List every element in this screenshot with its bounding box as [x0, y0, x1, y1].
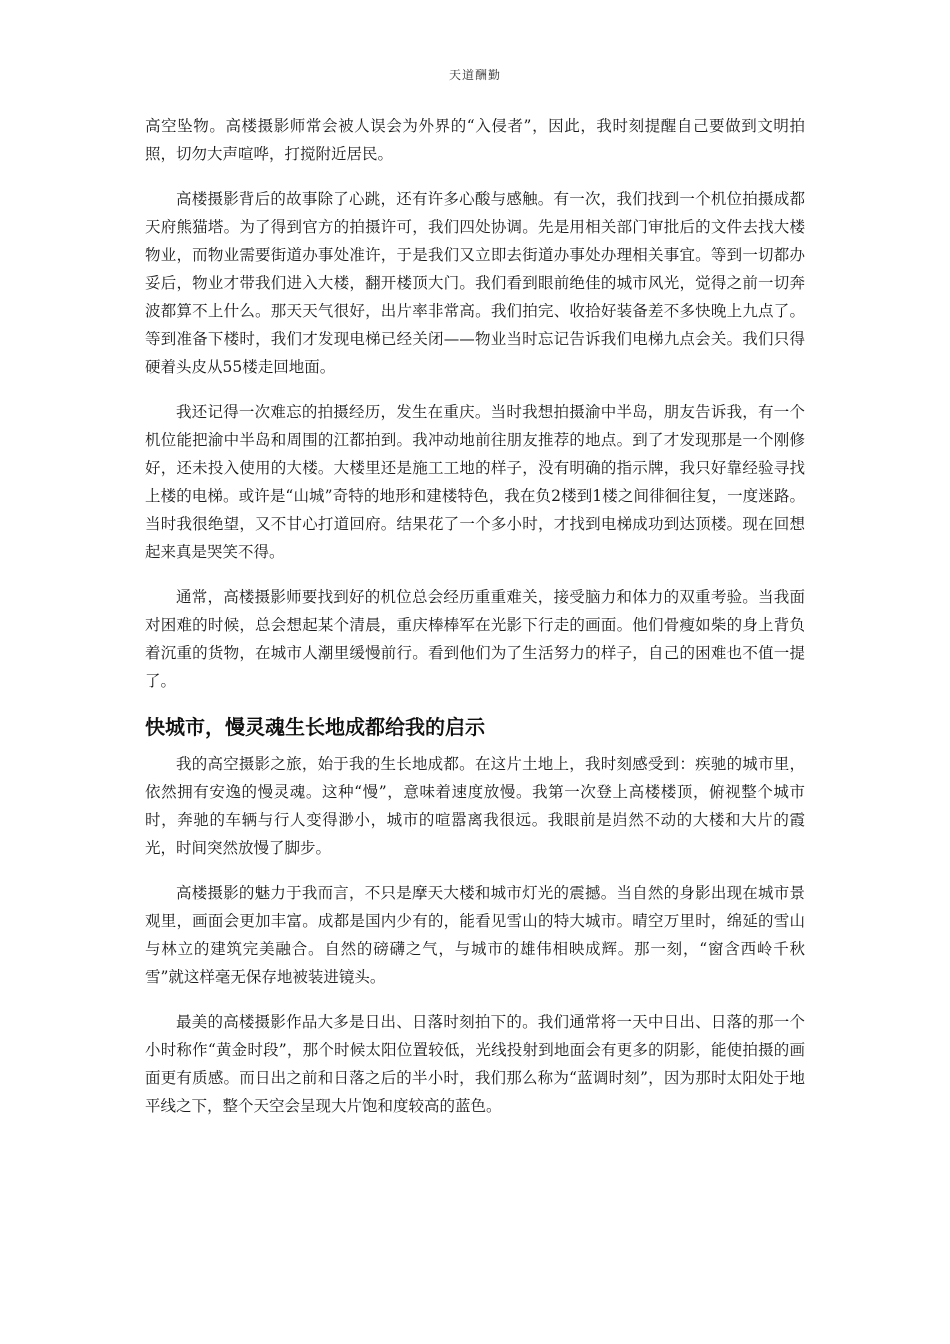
paragraph-continued: 高空坠物。高楼摄影师常会被人误会为外界的“入侵者”，因此，我时刻提醒自己要做到文明拍照，切勿大声喧哗，打搅附近居民。 [145, 117, 805, 163]
paragraph: 高楼摄影的魅力于我而言，不只是摩天大楼和城市灯光的震撼。当自然的身影出现在城市景观里，画面会更加丰富。成都是国内少有的，能看见雪山的特大城市。晴空万里时，绵延的雪山与林立的建筑完美融合。自然的磅礴之气，与城市的雄伟相映成辉。那一刻，“窗含西岭千秋雪”就这样毫无保存地被装进镜头。 [145, 884, 805, 986]
section-heading: 快城市，慢灵魂生长地成都给我的启示 [145, 715, 485, 739]
page-header: 天道酬勤 [448, 68, 501, 82]
paragraph: 我的高空摄影之旅，始于我的生长地成都。在这片土地上，我时刻感受到：疾驰的城市里，依然拥有安逸的慢灵魂。这种“慢”，意味着速度放慢。我第一次登上高楼楼顶，俯视整个城市时，奔驰的车辆与行人变得渺小，城市的喧嚣离我很远。我眼前是岿然不动的大楼和大片的霞光，时间突然放慢了脚步。 [145, 755, 805, 857]
paragraph: 通常，高楼摄影师要找到好的机位总会经历重重难关，接受脑力和体力的双重考验。当我面对困难的时候，总会想起某个清晨，重庆棒棒军在光影下行走的画面。他们骨瘦如柴的身上背负着沉重的货物，在城市人潮里缓慢前行。看到他们为了生活努力的样子，自己的困难也不值一提了。 [145, 588, 805, 690]
paragraph: 高楼摄影背后的故事除了心跳，还有许多心酸与感触。有一次，我们找到一个机位拍摄成都天府熊猫塔。为了得到官方的拍摄许可，我们四处协调。先是用相关部门审批后的文件去找大楼物业，而物业需要街道办事处准许，于是我们又立即去街道办事处办理相关事宜。等到一切都办妥后，物业才带我们进入大楼，翻开楼顶大门。我们看到眼前绝佳的城市风光，觉得之前一切奔波都算不上什么。那天天气很好，出片率非常高。我们拍完、收拾好装备差不多快晚上九点了。等到准备下楼时，我们才发现电梯已经关闭——物业当时忘记告诉我们电梯九点会关。我们只得硬着头皮从55楼走回地面。 [145, 190, 805, 376]
document-body [145, 112, 805, 1137]
paragraph: 我还记得一次难忘的拍摄经历，发生在重庆。当时我想拍摄渝中半岛，朋友告诉我，有一个机位能把渝中半岛和周围的江都拍到。我冲动地前往朋友推荐的地点。到了才发现那是一个刚修好，还未投入使用的大楼。大楼里还是施工工地的样子，没有明确的指示牌，我只好靠经验寻找上楼的电梯。或许是“山城”奇特的地形和建楼特色，我在负2楼到1楼之间徘徊往复，一度迷路。当时我很绝望，又不甘心打道回府。结果花了一个多小时，才找到电梯成功到达顶楼。现在回想起来真是哭笑不得。 [145, 403, 805, 561]
paragraph: 最美的高楼摄影作品大多是日出、日落时刻拍下的。我们通常将一天中日出、日落的那一个小时称作“黄金时段”，那个时候太阳位置较低，光线投射到地面会有更多的阴影，能使拍摄的画面更有质感。而日出之前和日落之后的半小时，我们那么称为“蓝调时刻”，因为那时太阳处于地平线之下，整个天空会呈现大片饱和度较高的蓝色。 [145, 1013, 805, 1115]
